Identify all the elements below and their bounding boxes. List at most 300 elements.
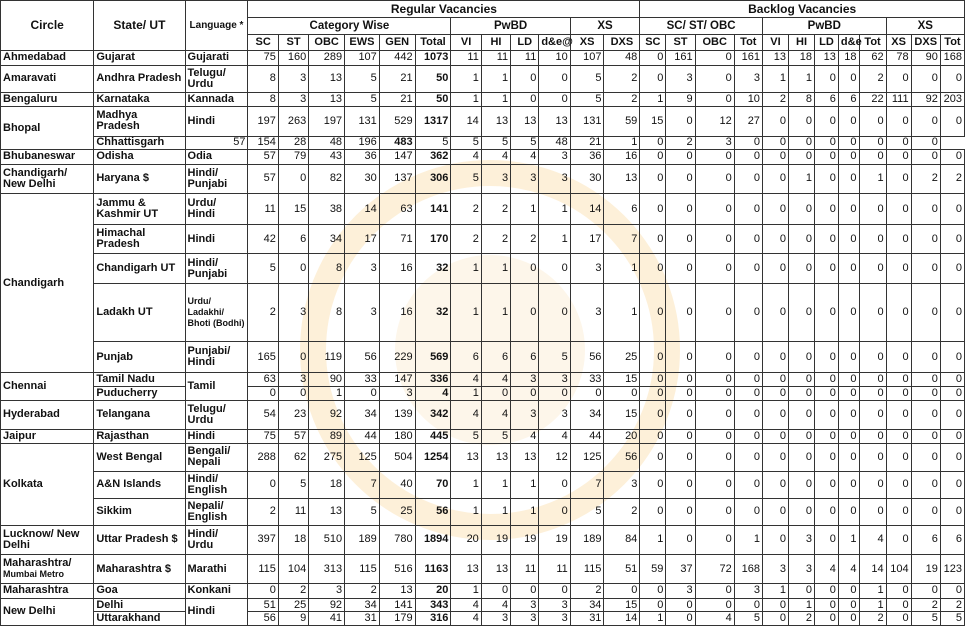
value-cell: 0 [762,150,788,165]
value-cell: 0 [940,429,964,444]
column-header: OBC [695,35,734,51]
table-row [1,193,965,224]
value-cell: 1 [451,283,481,341]
value-cell: 1 [481,65,510,92]
state-cell: Sikkim [94,498,185,525]
value-cell: 0 [762,400,788,429]
table-row [1,498,965,525]
value-cell: 0 [666,342,695,373]
value-cell: 13 [309,92,345,107]
circle-cell: Chandigarh [1,193,94,372]
value-cell: 84 [604,525,640,554]
state-cell: Karnataka [94,92,185,107]
value-cell: 57 [248,150,278,165]
value-cell: 2 [604,65,640,92]
value-cell: 5 [911,612,940,626]
value-cell: 0 [695,342,734,373]
language-cell: Hindi [185,598,248,625]
value-cell: 38 [309,193,345,224]
value-cell: 170 [415,225,451,254]
value-cell: 0 [640,498,666,525]
value-cell: 71 [379,225,415,254]
value-cell: 0 [695,429,734,444]
value-cell: 2 [481,193,510,224]
state-cell: Madhya Pradesh [94,107,185,136]
value-cell: 2 [345,584,380,599]
value-cell: 0 [886,225,911,254]
value-cell: 0 [666,400,695,429]
column-header: d&e [838,35,859,51]
table-row [1,400,965,429]
value-cell: 13 [511,444,539,471]
value-cell: 0 [511,92,539,107]
value-cell: 0 [640,225,666,254]
value-cell: 0 [248,386,278,400]
table-row [1,612,965,626]
value-cell: 1 [481,254,510,283]
value-cell: 0 [859,444,886,471]
value-cell: 0 [911,150,940,165]
language-cell: Nepali/ English [185,498,248,525]
header-regular-vacancies: Regular Vacancies [248,1,640,18]
value-cell: 343 [415,598,451,612]
value-cell: 5 [734,612,762,626]
value-cell: 0 [762,471,788,498]
value-cell: 20 [604,429,640,444]
value-cell: 0 [345,386,380,400]
value-cell: 48 [604,51,640,66]
value-cell: 0 [788,386,814,400]
value-cell: 0 [886,584,911,599]
value-cell: 0 [815,136,839,150]
value-cell: 0 [886,150,911,165]
table-row [1,51,965,66]
value-cell: 288 [248,444,278,471]
value-cell: 3 [278,92,308,107]
circle-cell: Bhopal [1,107,94,150]
column-header: ST [278,35,308,51]
table-row [1,386,965,400]
value-cell: 34 [345,400,380,429]
value-cell: 0 [859,373,886,387]
value-cell: 4 [511,429,539,444]
value-cell: 115 [248,554,278,583]
value-cell: 0 [886,283,911,341]
value-cell: 569 [415,342,451,373]
value-cell: 0 [911,373,940,387]
value-cell: 0 [762,107,788,136]
value-cell: 0 [640,342,666,373]
column-header: LD [815,35,839,51]
value-cell: 2 [481,225,510,254]
column-header: XS [886,35,911,51]
column-header: XS [570,35,604,51]
value-cell: 3 [481,612,510,626]
value-cell: 44 [570,429,604,444]
value-cell: 0 [788,283,814,341]
value-cell: 56 [604,444,640,471]
value-cell: 51 [248,598,278,612]
value-cell: 0 [734,373,762,387]
value-cell: 0 [838,254,859,283]
value-cell: 0 [762,225,788,254]
value-cell: 0 [762,429,788,444]
circle-cell: Hyderabad [1,400,94,429]
value-cell: 0 [762,193,788,224]
value-cell: 0 [859,386,886,400]
circle-cell: Maharashtra/ Mumbai Metro [1,554,94,583]
value-cell: 1 [539,225,570,254]
value-cell: 43 [309,150,345,165]
value-cell: 50 [415,92,451,107]
value-cell: 0 [511,254,539,283]
table-row [1,225,965,254]
value-cell: 92 [911,92,940,107]
value-cell: 15 [604,400,640,429]
value-cell: 0 [666,225,695,254]
value-cell: 3 [666,584,695,599]
column-header: OBC [309,35,345,51]
column-header: LD [511,35,539,51]
value-cell: 0 [815,386,839,400]
value-cell: 0 [511,584,539,599]
value-cell: 0 [278,254,308,283]
value-cell: 0 [859,136,886,150]
value-cell: 19 [539,525,570,554]
value-cell: 14 [451,107,481,136]
state-cell: Puducherry [94,386,185,400]
value-cell: 4 [511,150,539,165]
value-cell: 336 [415,373,451,387]
value-cell: 0 [838,65,859,92]
value-cell: 3 [570,283,604,341]
value-cell: 7 [345,471,380,498]
value-cell: 516 [379,554,415,583]
value-cell: 1 [309,386,345,400]
value-cell: 0 [695,444,734,471]
value-cell: 0 [940,373,964,387]
value-cell: 0 [886,612,911,626]
value-cell: 2 [762,92,788,107]
value-cell: 1 [451,471,481,498]
value-cell: 21 [570,136,604,150]
value-cell: 2 [911,598,940,612]
value-cell: 1 [451,386,481,400]
value-cell: 5 [451,164,481,193]
value-cell: 0 [859,498,886,525]
value-cell: 0 [788,136,814,150]
value-cell: 0 [815,429,839,444]
column-header: Tot [859,35,886,51]
value-cell: 0 [481,584,510,599]
value-cell: 5 [481,136,510,150]
value-cell: 289 [309,51,345,66]
value-cell: 5 [345,92,380,107]
value-cell: 3 [539,598,570,612]
value-cell: 1317 [415,107,451,136]
value-cell: 168 [940,51,964,66]
value-cell: 0 [788,193,814,224]
column-header: EWS [345,35,380,51]
value-cell: 62 [859,51,886,66]
value-cell: 196 [345,136,380,150]
state-cell: Andhra Pradesh [94,65,185,92]
value-cell: 0 [511,386,539,400]
value-cell: 1 [859,164,886,193]
value-cell: 0 [859,429,886,444]
value-cell: 16 [604,150,640,165]
value-cell: 0 [695,386,734,400]
value-cell: 3 [539,612,570,626]
state-cell: Goa [94,584,185,599]
value-cell: 3 [666,65,695,92]
language-cell: Urdu/ Ladakhi/ Bhoti (Bodhi) [185,283,248,341]
value-cell: 2 [859,65,886,92]
value-cell: 442 [379,51,415,66]
value-cell: 34 [570,598,604,612]
value-cell: 3 [345,283,380,341]
value-cell: 0 [911,471,940,498]
value-cell: 780 [379,525,415,554]
value-cell: 0 [815,612,839,626]
language-cell: Bengali/ Nepali [185,444,248,471]
value-cell: 2 [248,498,278,525]
value-cell: 0 [604,386,640,400]
value-cell: 3 [345,254,380,283]
value-cell: 56 [345,342,380,373]
value-cell: 0 [940,498,964,525]
value-cell: 0 [886,193,911,224]
value-cell: 3 [539,150,570,165]
language-cell: Hindi/ Urdu [185,525,248,554]
value-cell: 107 [345,51,380,66]
value-cell: 16 [379,283,415,341]
value-cell: 0 [640,193,666,224]
value-cell: 0 [815,400,839,429]
value-cell: 6 [604,193,640,224]
value-cell: 62 [278,444,308,471]
value-cell: 0 [940,65,964,92]
value-cell: 6 [451,342,481,373]
header-backlog-vacancies: Backlog Vacancies [640,1,965,18]
value-cell: 8 [788,92,814,107]
header-state: State/ UT [94,1,185,51]
value-cell: 13 [511,107,539,136]
table-row [1,444,965,471]
value-cell: 5 [451,136,481,150]
value-cell: 13 [481,554,510,583]
value-cell: 0 [666,498,695,525]
value-cell: 1 [511,498,539,525]
value-cell: 2 [940,598,964,612]
circle-cell: Chandigarh/ New Delhi [1,164,94,193]
value-cell: 0 [666,164,695,193]
value-cell: 0 [695,283,734,341]
header-xs: XS [570,18,640,35]
value-cell: 0 [859,107,886,136]
value-cell: 0 [248,584,278,599]
value-cell: 0 [838,598,859,612]
value-cell: 0 [640,386,666,400]
value-cell: 0 [886,254,911,283]
state-cell: Chandigarh UT [94,254,185,283]
value-cell: 0 [838,444,859,471]
value-cell: 0 [666,386,695,400]
value-cell: 3 [570,254,604,283]
value-cell: 0 [886,107,911,136]
state-cell: Haryana $ [94,164,185,193]
value-cell: 362 [415,150,451,165]
value-cell: 3 [734,584,762,599]
value-cell: 48 [539,136,570,150]
value-cell: 3 [762,554,788,583]
value-cell: 0 [604,584,640,599]
state-cell: Punjab [94,342,185,373]
value-cell: 2 [940,164,964,193]
language-cell: Tamil [185,373,248,400]
value-cell: 0 [734,150,762,165]
circle-cell: Jaipur [1,429,94,444]
value-cell: 18 [278,525,308,554]
state-cell: Maharashtra $ [94,554,185,583]
value-cell: 342 [415,400,451,429]
value-cell: 0 [838,373,859,387]
value-cell: 1 [511,193,539,224]
value-cell: 1 [481,471,510,498]
value-cell: 17 [570,225,604,254]
value-cell: 63 [379,193,415,224]
value-cell: 6 [940,525,964,554]
value-cell: 397 [248,525,278,554]
value-cell: 22 [859,92,886,107]
value-cell: 0 [886,525,911,554]
value-cell: 34 [309,225,345,254]
table-row [1,584,965,599]
value-cell: 0 [838,164,859,193]
value-cell: 0 [940,400,964,429]
value-cell: 4 [481,150,510,165]
value-cell: 2 [278,584,308,599]
value-cell: 0 [539,65,570,92]
value-cell: 10 [539,51,570,66]
value-cell: 0 [640,51,666,66]
value-cell: 92 [309,598,345,612]
value-cell: 19 [481,525,510,554]
state-cell: Uttar Pradesh $ [94,525,185,554]
value-cell: 0 [762,498,788,525]
value-cell: 0 [838,150,859,165]
value-cell: 13 [815,51,839,66]
value-cell: 3 [734,65,762,92]
value-cell: 0 [640,373,666,387]
value-cell: 3 [511,373,539,387]
value-cell: 0 [640,471,666,498]
value-cell: 4 [481,598,510,612]
language-cell: Hindi [185,429,248,444]
value-cell: 27 [734,107,762,136]
value-cell: 1 [481,498,510,525]
value-cell: 1894 [415,525,451,554]
value-cell: 0 [734,386,762,400]
value-cell: 33 [345,373,380,387]
value-cell: 0 [539,584,570,599]
value-cell: 2 [451,193,481,224]
value-cell: 34 [570,400,604,429]
value-cell: 11 [451,51,481,66]
value-cell: 0 [940,283,964,341]
value-cell: 0 [859,283,886,341]
value-cell: 0 [762,342,788,373]
value-cell: 0 [695,65,734,92]
value-cell: 56 [570,342,604,373]
value-cell: 6 [481,342,510,373]
value-cell: 37 [666,554,695,583]
value-cell: 0 [539,92,570,107]
value-cell: 1 [788,164,814,193]
value-cell: 32 [415,283,451,341]
value-cell: 13 [451,444,481,471]
value-cell: 57 [278,429,308,444]
state-cell: West Bengal [94,444,185,471]
value-cell: 48 [309,136,345,150]
header-category-wise: Category Wise [248,18,451,35]
value-cell: 1163 [415,554,451,583]
value-cell: 2 [911,164,940,193]
value-cell: 0 [886,342,911,373]
value-cell: 0 [911,283,940,341]
value-cell: 41 [309,612,345,626]
value-cell: 0 [788,471,814,498]
value-cell: 0 [886,498,911,525]
value-cell: 104 [886,554,911,583]
header-circle: Circle [1,1,94,51]
value-cell: 0 [278,342,308,373]
value-cell: 10 [734,92,762,107]
value-cell: 13 [762,51,788,66]
value-cell: 5 [570,65,604,92]
language-cell: Konkani [185,584,248,599]
value-cell: 0 [695,400,734,429]
value-cell: 161 [666,51,695,66]
state-cell: Himachal Pradesh [94,225,185,254]
value-cell: 0 [734,225,762,254]
language-cell: Hindi/ Punjabi [185,164,248,193]
value-cell: 0 [911,107,940,136]
value-cell: 3 [481,164,510,193]
value-cell: 0 [511,65,539,92]
value-cell: 5 [481,429,510,444]
value-cell: 5 [940,612,964,626]
value-cell: 0 [734,598,762,612]
value-cell: 31 [345,612,380,626]
value-cell: 0 [911,584,940,599]
value-cell: 1 [788,65,814,92]
value-cell: 0 [886,444,911,471]
value-cell: 51 [604,554,640,583]
value-cell: 50 [415,65,451,92]
value-cell: 20 [451,525,481,554]
value-cell: 30 [570,164,604,193]
value-cell: 0 [911,136,940,150]
value-cell: 0 [788,584,814,599]
value-cell: 13 [604,164,640,193]
value-cell: 165 [248,342,278,373]
value-cell: 0 [734,254,762,283]
value-cell: 2 [666,136,695,150]
circle-cell: Chennai [1,373,94,400]
value-cell: 0 [734,342,762,373]
circle-cell: Lucknow/ New Delhi [1,525,94,554]
